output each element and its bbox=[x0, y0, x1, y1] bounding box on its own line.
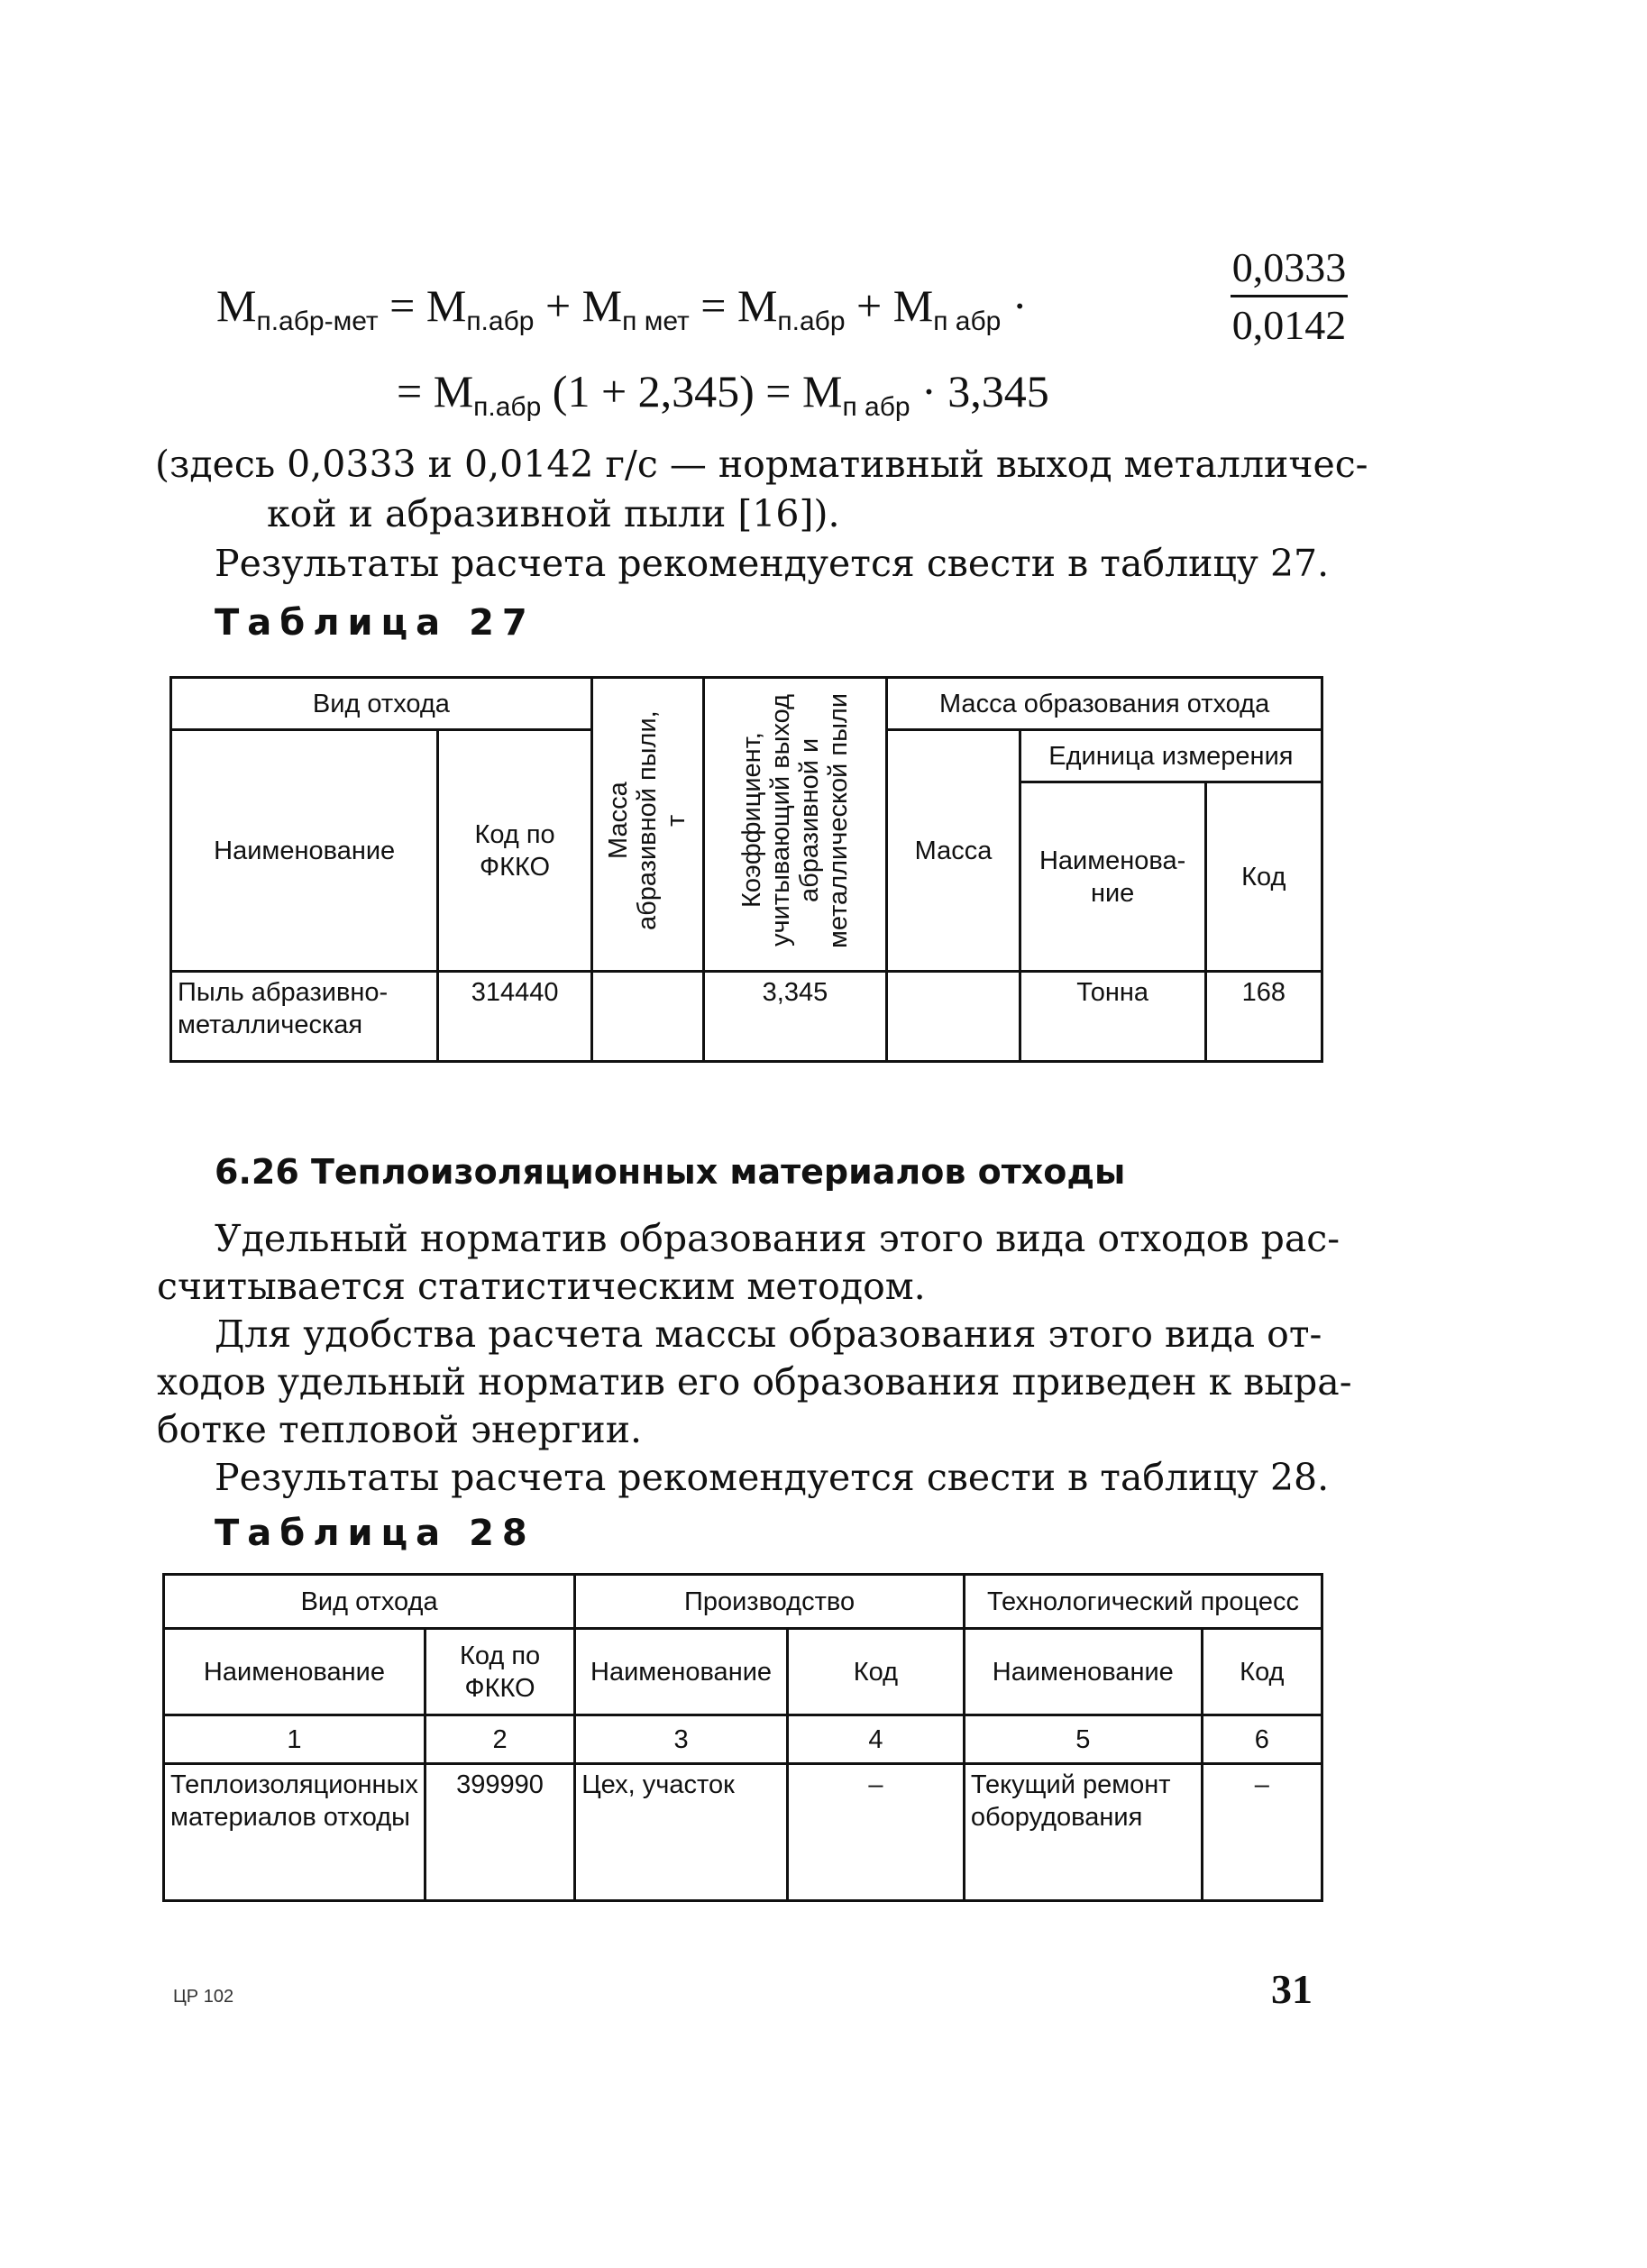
th-naimenovanie: Наименование bbox=[164, 1629, 425, 1715]
formula-line-1 bbox=[216, 279, 1028, 337]
th-vid-othoda: Вид отхода bbox=[171, 678, 592, 730]
th-kod: Код bbox=[787, 1629, 964, 1715]
th-naimenovanie: Наименование bbox=[171, 730, 438, 972]
th-kod-fkko: Код по ФККО bbox=[438, 730, 591, 972]
table-row bbox=[171, 972, 1322, 1062]
col-number: 1 bbox=[164, 1715, 425, 1764]
table-28 bbox=[162, 1573, 1323, 1902]
th-koefficient-text: Коэффициент, учитывающий выход абразивной и металлической пыли bbox=[737, 692, 853, 948]
cell-massa bbox=[887, 972, 1020, 1062]
cell-tech-kod: – bbox=[1202, 1764, 1322, 1901]
cell-proizv-kod: – bbox=[787, 1764, 964, 1901]
page-number: 31 bbox=[1271, 1966, 1313, 2012]
th-proizvodstvo: Производство bbox=[575, 1575, 965, 1629]
th-naimenovanie: Наименование bbox=[575, 1629, 788, 1715]
cell-koef: 3,345 bbox=[703, 972, 886, 1062]
note-line-2: кой и абразивной пыли [16]). bbox=[267, 492, 840, 535]
formula-line-2 bbox=[397, 365, 1049, 423]
section-title: 6.26 Теплоизоляционных материалов отходы bbox=[215, 1152, 1126, 1192]
cell-naimenovanie: Пыль абразивно-металлическая bbox=[171, 972, 438, 1062]
note-line-1: (здесь 0,0333 и 0,0142 г/с — нормативный выход металличес- bbox=[155, 443, 1368, 486]
formula-term: M bbox=[216, 280, 257, 331]
footer-code: ЦР 102 bbox=[173, 1987, 234, 2007]
col-number: 4 bbox=[787, 1715, 964, 1764]
section-p1-line2: считывается статистическим методом. bbox=[157, 1265, 926, 1308]
cell-naimenovanie: Теплоизоляционных материалов отходы bbox=[164, 1764, 425, 1901]
th-massa-abrazivnoy bbox=[591, 678, 703, 972]
formula-term: + M bbox=[856, 280, 934, 331]
formula-subscript: п.абр bbox=[473, 392, 542, 422]
th-naimenovanie: Наименование bbox=[964, 1629, 1202, 1715]
formula-term: = M bbox=[389, 280, 467, 331]
formula-term: = M bbox=[397, 366, 474, 416]
formula-dot: · bbox=[1011, 280, 1028, 331]
fraction-denominator: 0,0142 bbox=[1231, 302, 1347, 348]
col-number: 5 bbox=[964, 1715, 1202, 1764]
table-row bbox=[164, 1764, 1322, 1901]
cell-proizvodstvo: Цех, участок bbox=[575, 1764, 788, 1901]
th-kod-fkko: Код по ФККО bbox=[425, 1629, 574, 1715]
fraction-numerator: 0,0333 bbox=[1231, 243, 1348, 297]
formula-fraction bbox=[1231, 243, 1348, 349]
formula-term: (1 + 2,345) = M bbox=[552, 366, 843, 416]
section-p1-line1: Удельный норматив образования этого вида отходов рас- bbox=[215, 1217, 1340, 1260]
col-number: 2 bbox=[425, 1715, 574, 1764]
th-massa: Масса bbox=[887, 730, 1020, 972]
table-27-title: Таблица 27 bbox=[215, 602, 535, 644]
formula-subscript: п абр bbox=[842, 392, 910, 422]
cell-ed-naim: Тонна bbox=[1020, 972, 1205, 1062]
formula-subscript: п мет bbox=[622, 306, 690, 336]
th-vid-othoda: Вид отхода bbox=[164, 1575, 575, 1629]
th-ed-kod: Код bbox=[1205, 782, 1322, 972]
th-koefficient bbox=[703, 678, 886, 972]
formula-subscript: п.абр bbox=[777, 306, 846, 336]
formula-term: = M bbox=[700, 280, 778, 331]
cell-ed-kod: 168 bbox=[1205, 972, 1322, 1062]
cell-tech-process: Текущий ремонт оборудования bbox=[964, 1764, 1202, 1901]
th-kod: Код bbox=[1202, 1629, 1322, 1715]
column-numbers-row bbox=[164, 1715, 1322, 1764]
formula-term: + M bbox=[544, 280, 623, 331]
formula-subscript: п.абр-мет bbox=[256, 306, 379, 336]
col-number: 3 bbox=[575, 1715, 788, 1764]
section-p2-line3: ботке тепловой энергии. bbox=[157, 1408, 643, 1451]
results-paragraph-28: Результаты расчета рекомендуется свести в таблицу 28. bbox=[215, 1456, 1330, 1499]
formula-subscript: п.абр bbox=[466, 306, 535, 336]
table-28-title: Таблица 28 bbox=[215, 1513, 535, 1554]
formula-block bbox=[216, 243, 1347, 424]
cell-massa-abr bbox=[591, 972, 703, 1062]
th-ed-naimenovanie: Наименова-ние bbox=[1020, 782, 1205, 972]
section-p2-line2: ходов удельный норматив его образования приведен к выра- bbox=[157, 1360, 1352, 1404]
table-27 bbox=[169, 676, 1323, 1063]
th-edinica-izmereniya: Единица измерения bbox=[1020, 730, 1322, 782]
formula-subscript: п абр bbox=[933, 306, 1002, 336]
th-tech-process: Технологический процесс bbox=[964, 1575, 1322, 1629]
col-number: 6 bbox=[1202, 1715, 1322, 1764]
results-paragraph-27: Результаты расчета рекомендуется свести в таблицу 27. bbox=[215, 542, 1330, 585]
cell-kod-fkko: 399990 bbox=[425, 1764, 574, 1901]
th-massa-abrazivnoy-text: Масса абразивной пыли, т bbox=[604, 710, 691, 930]
th-massa-obrazovaniya: Масса образования отхода bbox=[887, 678, 1322, 730]
section-p2-line1: Для удобства расчета массы образования этого вида от- bbox=[215, 1312, 1322, 1356]
cell-kod: 314440 bbox=[438, 972, 591, 1062]
formula-term: · 3,345 bbox=[921, 366, 1049, 416]
